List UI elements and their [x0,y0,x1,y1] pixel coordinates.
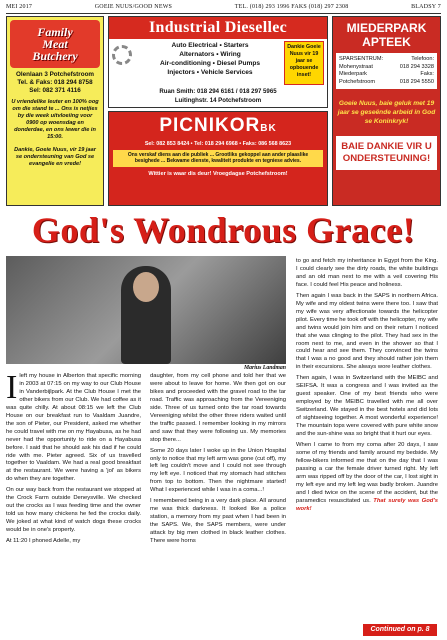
paragraph: On our way back from the restaurant we stopped at the Crock Farm outside Deneysville. We checked out the crocks as I was feeding time and the owner told us how many chickens he fed the crocks daily. We joked at what kind of watch dogs these crocks would be in one's property. [6,487,141,534]
ads-area [6,16,441,206]
table-row: Mohenystraat 018 294 3328 [339,63,434,70]
article-headline: God's Wondrous Grace! [31,210,416,250]
miederpark-title: MIEDERPARK APTEEK [346,21,427,49]
paragraph: Then again, I was in Switzerland with the MEIBC and SEIFSA. It was a congress and I was invited as the guest speaker. One of my best friends who were employed by the MEIBC travelled with me all over Switzerland. We stayed in the best hotels and did lots of sightseeing together. A most wonderful experience! The mountain tops were covered with pure white snow and the sun-shine was so bright that it hurt our eyes. [296,375,438,438]
diesellec-thanks: Dankie Goeie Nuus vir 19 jaar se opbouende inset! [284,41,324,85]
miederpark-contact-table [336,53,437,89]
closing-line: That surely was God's work! [296,497,438,512]
paragraph: Ileft my house in Alberton that specific morning in 2003 at 07:15 on my way to our Club House in Vanderbijlpark. At the Club House I met the other bikers from our Club. We had coffee as it was quite chilly. At about 08:15 we left the Club House on our breakfast run to Vaaldam Juandre, the son of Pieter, our President, asked me whether he could travel with me on my Hayabusa, as he had never had the opportunity to ride on a Hayabusa before. I said that he should ask his dad if he could ride with me. Pieter agreed. Six of us travelled together to Vaaldam. We had a real good breakfast at the restaurant. We were having a 'jol' as bikers do when they are together. [6,369,141,483]
paragraph: When I came to from my coma after 20 days, I saw some of my friends and family around my bedside. My fellow-bikers informed me that on the day that I was passing a car the female driver turned right. My left arm was ripped off by the door of the car, I lost sight in my left eye and my left leg was badly broken. Juandre and I died twice on the scene of the accident, but the paramedics resuscitated us. That surely was God's work! [296,441,438,512]
miederpark-thanks: Goeie Nuus, baie geluk met 19 jaar se geseënde arbeid in God se Koninkryk! [337,100,436,125]
picnikor-body: Ons verskaf diens aan die publiek ... Grootliks gekoppel aan ander plaaslike besighede ... Bekwame dienste, kwaliteit produkte en tegniese advies. [113,150,323,167]
diesellec-contact: Ruan Smith: 018 294 6161 / 018 297 5965 Luitinghstr. 14 Potchefstroom [159,88,277,104]
family-meat-thanks: Dankie, Goeie Nuus, vir 19 jaar se ondersteuning van God se evangelie en vrede! [14,147,96,167]
diesellec-ad [108,16,328,108]
continued-badge[interactable]: Continued on p. 8 [363,624,437,636]
table-row: SPARSENTRUM: Telefoon: [339,56,434,62]
paragraph: I remembered being in a very dark place. All around me was thick darkness. It looked like a police station, a memory from my past when I had been in the SAPS. We, the SAPS members, were under attack by big men clothed in black leather clothes. There were horns [150,498,286,545]
family-meat-logo: Family Meat Butchery [10,20,100,68]
family-meat-body: U vriendelike leuter en 100% oog om die stand te ... Ons is netjies by die week uitvloeiing voor 0900 op woensdag en donderdae, en ons lewer die in 15:00. [11,99,99,140]
person-face [133,272,159,302]
header-publication: GOEIE NUUS/GOOD NEWS [94,4,173,10]
page-header [6,4,441,14]
family-meat-address: Olenlaan 3 Potchefstroom Tel. & Faks: 018 294 8758 Sel: 082 371 4116 [15,71,95,94]
article-column-1 [6,369,141,549]
header-tel: TEL. (018) 293 1996 FAKS (018) 297 2308 [234,4,349,10]
paragraph: daughter, from my cell phone and told her that we were about to leave for home. We then got on our bikes and proceeded with the gravel road to the tar road. Traffic was approaching from the Vereeniging side. Three of us turned onto the tar road towards Vereeniging whilst the other three riders waited until the traffic passed. I remember looking in my mirrors and saw that they were following us. My memories stop there... [150,373,286,443]
diesellec-title: Industrial Diesellec [109,17,327,39]
picnikor-footer: Wittier is waar dis deur! Vroegdagse Potchefstroom! [148,170,288,177]
paragraph: to go and fetch my inheritance in Egypt from the King. I could clearly see the dirty roads, the white buildings and an old man next to me with a veil covering His face. I could feel His peace and holiness. [296,258,438,288]
cog-icon [112,45,132,65]
family-meat-ad [6,16,104,206]
picnikor-title: PICNIKORBK [159,115,277,136]
drop-cap: I [6,369,18,406]
picnikor-contacts: Sel: 082 853 8424 • Tel: 018 294 6968 • Faks: 086 568 8623 [144,141,292,147]
header-page: BLADSY 7 [411,4,441,10]
article-column-4 [296,258,438,517]
diesellec-services: Auto Electrical • Starters Alternators • Wiring Air-conditioning • Diesel Pumps Injectors • Vehicle Services [159,42,261,76]
miederpark-ad [332,16,441,206]
photo-caption: Marius Landman [243,365,286,371]
paragraph: Then again I was back in the SAPS in northern Africa. My wife and my oldest twins were there too. I saw that my wife was very affectionate towards the helicopter pilot. Every time he took off with the helicopter, my wife and twins would join him and on their return I noticed that she was clinging to the pilot. They had sex in the room next to me, and even in the shower so that I could hear and see them. They convinced the twins that I was a no good and they should rather join them in their excursions. She always wore leather clothes. [296,292,438,371]
miederpark-footer: BAIE DANKIE VIR U ONDERSTEUNING! [336,136,437,170]
header-date: MEI 2017 [6,4,33,10]
picnikor-ad [108,111,328,206]
article-photo [6,256,286,364]
paragraph: At 11:20 I phoned Adelle, my [6,538,81,545]
table-row: Miederpark Faks: [339,71,434,77]
paragraph: Some 20 days later I woke up in the Union Hospital only to notice that my left arm was gone (cut off), my left leg couldn't move and I could not see through my left eye. I noticed that my stomach had stitches from top to bottom. Then the nightmare started! What I experienced while I was in a coma...! [150,447,286,494]
article-column-2 [150,373,286,549]
table-row: Potchefstroom 018 294 5550 [339,78,434,85]
